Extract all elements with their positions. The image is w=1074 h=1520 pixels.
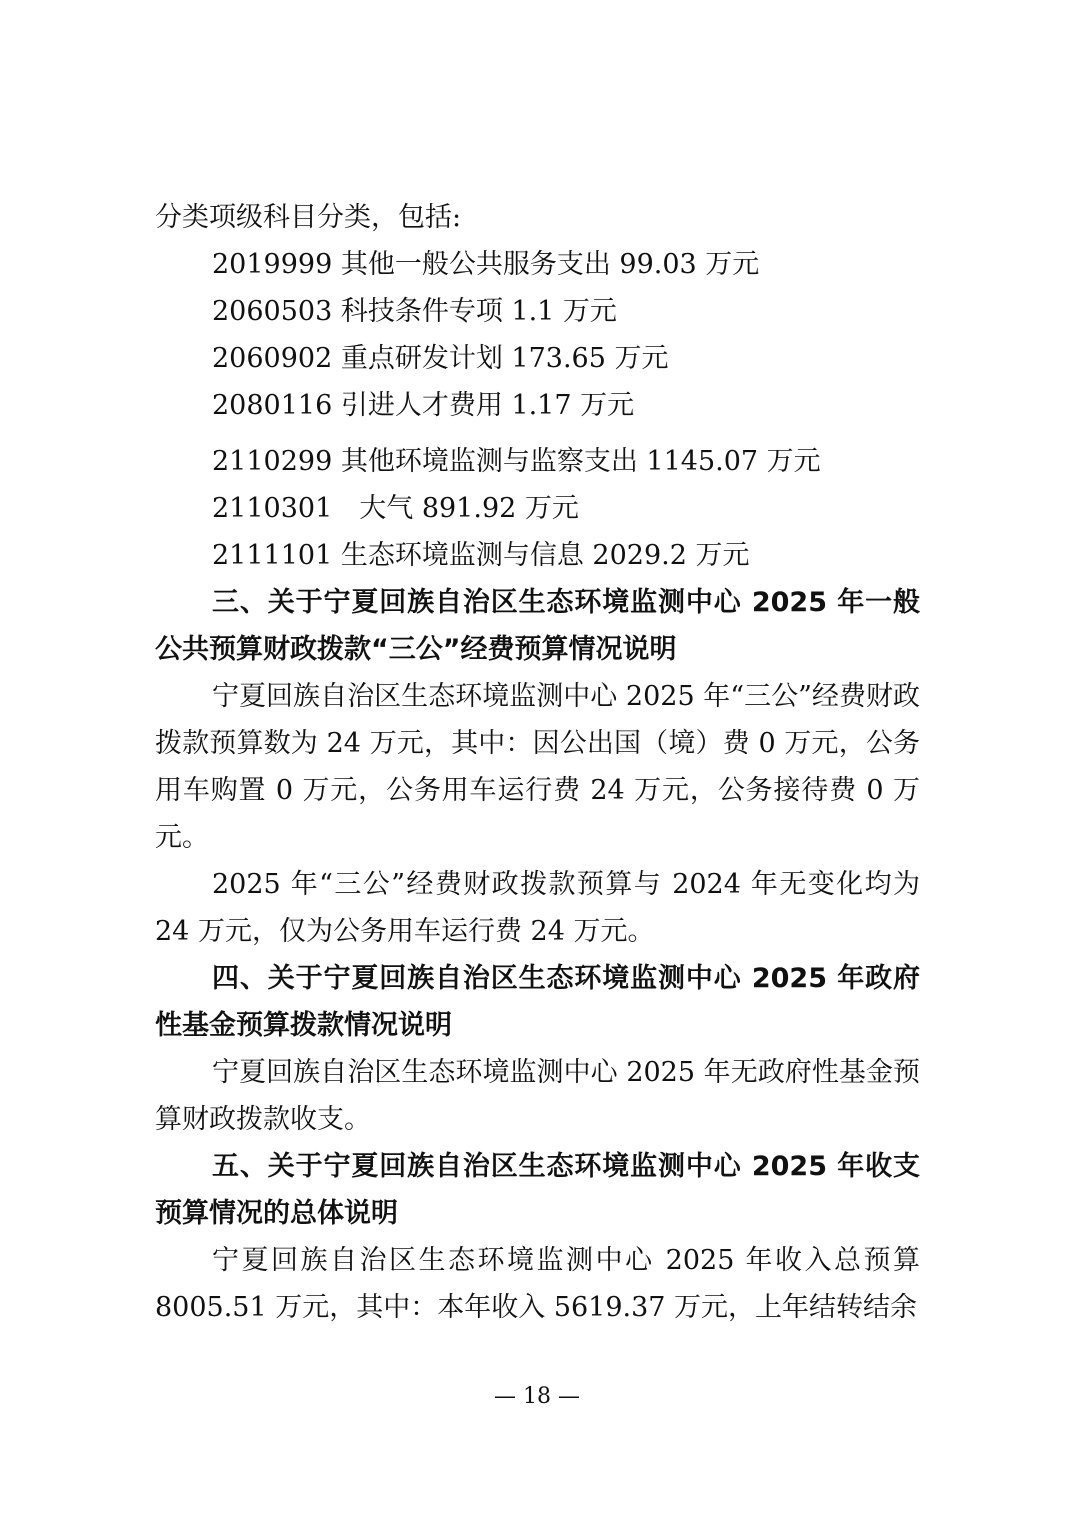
- list-item: 2080116 引进人才费用 1.17 万元: [212, 390, 635, 421]
- list-item: 2060902 重点研发计划 173.65 万元: [212, 343, 669, 374]
- section-4-paragraph-1: 宁夏回族自治区生态环境监测中心 2025 年无政府性基金预算财政拨款收支。: [155, 1057, 920, 1135]
- list-item: 2060503 科技条件专项 1.1 万元: [212, 296, 617, 327]
- list-item: 2110299 其他环境监测与监察支出 1145.07 万元: [212, 446, 821, 477]
- intro-line: 分类项级科目分类，包括:: [155, 202, 462, 233]
- section-5-paragraph-1: 宁夏回族自治区生态环境监测中心 2025 年收入总预算 8005.51 万元，其中：本年收入 5619.37 万元，上年结转结余: [155, 1245, 920, 1323]
- section-3-heading: 三、关于宁夏回族自治区生态环境监测中心 2025 年一般公共预算财政拨款“三公”经费预算情况说明: [155, 587, 920, 665]
- page-number: — 18 —: [494, 1384, 580, 1409]
- list-item: 2019999 其他一般公共服务支出 99.03 万元: [212, 249, 760, 280]
- list-item: 2110301 大气 891.92 万元: [212, 493, 579, 524]
- list-item: 2111101 生态环境监测与信息 2029.2 万元: [212, 540, 750, 571]
- section-5-heading: 五、关于宁夏回族自治区生态环境监测中心 2025 年收支预算情况的总体说明: [155, 1151, 920, 1229]
- page-body: [155, 194, 920, 1331]
- section-3-paragraph-1: 宁夏回族自治区生态环境监测中心 2025 年“三公”经费财政拨款预算数为 24 万元，其中：因公出国（境）费 0 万元，公务用车购置 0 万元，公务用车运行费 24 万元，公务接待费 0 万元。: [155, 681, 920, 853]
- section-4-heading: 四、关于宁夏回族自治区生态环境监测中心 2025 年政府性基金预算拨款情况说明: [155, 963, 920, 1041]
- section-3-paragraph-2: 2025 年“三公”经费财政拨款预算与 2024 年无变化均为 24 万元，仅为公务用车运行费 24 万元。: [155, 869, 920, 947]
